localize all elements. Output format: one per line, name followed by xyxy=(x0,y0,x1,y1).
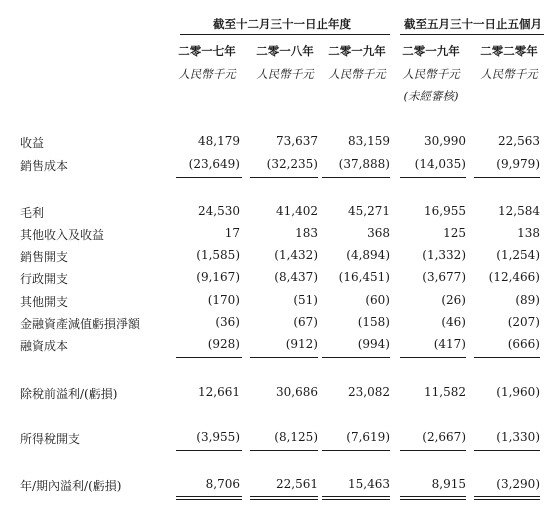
total-double-rule xyxy=(400,499,466,500)
cell: (8,437) xyxy=(274,270,318,284)
cell: 17 xyxy=(224,226,240,240)
cell: 22,563 xyxy=(498,134,540,148)
cell: (89) xyxy=(515,293,540,307)
year-header-2019-5m: 二零一九年 xyxy=(402,44,460,58)
header-annual-rule xyxy=(180,34,390,35)
total-double-rule xyxy=(474,499,540,500)
subtotal-rule xyxy=(250,177,318,178)
cell: 83,159 xyxy=(348,134,390,148)
row-label-gross-profit: 毛利 xyxy=(20,206,45,220)
row-label-other-income: 其他收入及收益 xyxy=(20,228,105,242)
subtotal-rule xyxy=(322,450,390,451)
year-header-2020-5m: 二零二零年 xyxy=(480,44,538,58)
total-double-rule xyxy=(176,499,242,500)
cell: (67) xyxy=(293,315,318,329)
header-five-months: 截至五月三十一日止五個月 xyxy=(404,17,542,31)
year-header-2018: 二零一八年 xyxy=(256,44,314,58)
subtotal-rule xyxy=(400,177,466,178)
subtotal-rule xyxy=(176,357,242,358)
unit-header-1: 人民幣千元 xyxy=(178,67,236,81)
row-label-selling-expenses: 銷售開支 xyxy=(20,250,69,264)
subtotal-rule xyxy=(176,450,242,451)
total-double-rule xyxy=(474,496,540,497)
cell: (23,649) xyxy=(188,157,240,171)
cell: (417) xyxy=(433,337,466,351)
cell: (32,235) xyxy=(266,157,318,171)
cell: 22,561 xyxy=(276,477,318,491)
cell: 24,530 xyxy=(198,204,240,218)
total-double-rule xyxy=(400,496,466,497)
subtotal-rule xyxy=(322,357,390,358)
cell: (26) xyxy=(441,293,466,307)
row-label-profit-for-period: 年/期內溢利/(虧損) xyxy=(20,479,122,493)
row-label-revenue: 收益 xyxy=(20,136,45,150)
row-label-finance-costs: 融資成本 xyxy=(20,339,69,353)
cell: (4,894) xyxy=(346,248,390,262)
cell: (9,979) xyxy=(496,157,540,171)
cell: (1,585) xyxy=(196,248,240,262)
cell: (2,667) xyxy=(422,430,466,444)
cell: 12,661 xyxy=(198,385,240,399)
row-label-impairment: 金融資產減值虧損淨額 xyxy=(20,317,141,331)
header-annual: 截至十二月三十一日止年度 xyxy=(213,17,351,31)
cell: (1,332) xyxy=(422,248,466,262)
year-header-2019: 二零一九年 xyxy=(328,44,386,58)
cell: (1,960) xyxy=(496,385,540,399)
cell: (12,466) xyxy=(488,270,540,284)
subtotal-rule xyxy=(176,177,242,178)
total-double-rule xyxy=(250,496,318,497)
total-double-rule xyxy=(322,496,390,497)
year-header-2017: 二零一七年 xyxy=(178,44,236,58)
row-label-cost-of-sales: 銷售成本 xyxy=(20,159,69,173)
cell: 138 xyxy=(517,226,540,240)
subtotal-rule xyxy=(400,450,466,451)
cell: 183 xyxy=(295,226,318,240)
total-double-rule xyxy=(322,499,390,500)
subtotal-rule xyxy=(474,357,540,358)
cell: 12,584 xyxy=(498,204,540,218)
cell: 48,179 xyxy=(198,134,240,148)
cell: (37,888) xyxy=(338,157,390,171)
cell: (16,451) xyxy=(338,270,390,284)
cell: (912) xyxy=(285,337,318,351)
unit-header-2: 人民幣千元 xyxy=(256,67,314,81)
cell: 16,955 xyxy=(424,204,466,218)
unit-header-4: 人民幣千元 xyxy=(402,67,460,81)
cell: (36) xyxy=(215,315,240,329)
subtotal-rule xyxy=(250,450,318,451)
cell: 11,582 xyxy=(424,385,466,399)
cell: (3,677) xyxy=(422,270,466,284)
total-double-rule xyxy=(250,499,318,500)
cell: (1,254) xyxy=(496,248,540,262)
cell: 41,402 xyxy=(276,204,318,218)
subtotal-rule xyxy=(474,177,540,178)
unit-header-5: 人民幣千元 xyxy=(480,67,538,81)
cell: (3,290) xyxy=(496,477,540,491)
subtotal-rule xyxy=(400,357,466,358)
cell: (9,167) xyxy=(196,270,240,284)
cell: 73,637 xyxy=(276,134,318,148)
total-double-rule xyxy=(176,496,242,497)
cell: 30,686 xyxy=(276,385,318,399)
cell: 45,271 xyxy=(348,204,390,218)
cell: 8,706 xyxy=(205,477,240,491)
cell: 23,082 xyxy=(348,385,390,399)
cell: 125 xyxy=(443,226,466,240)
cell: (666) xyxy=(507,337,540,351)
cell: (170) xyxy=(207,293,240,307)
cell: (1,330) xyxy=(496,430,540,444)
cell: (1,432) xyxy=(274,248,318,262)
cell: (51) xyxy=(293,293,318,307)
cell: 368 xyxy=(367,226,390,240)
cell: (60) xyxy=(365,293,390,307)
cell: (994) xyxy=(357,337,390,351)
header-five-months-rule xyxy=(400,34,544,35)
row-label-admin-expenses: 行政開支 xyxy=(20,272,69,286)
cell: 15,463 xyxy=(348,477,390,491)
subtotal-rule xyxy=(474,450,540,451)
subtotal-rule xyxy=(250,357,318,358)
cell: 8,915 xyxy=(431,477,466,491)
cell: (158) xyxy=(357,315,390,329)
row-label-income-tax: 所得稅開支 xyxy=(20,432,81,446)
cell: (928) xyxy=(207,337,240,351)
cell: (14,035) xyxy=(414,157,466,171)
cell: (7,619) xyxy=(346,430,390,444)
row-label-other-expenses: 其他開支 xyxy=(20,295,69,309)
subtotal-rule xyxy=(322,177,390,178)
cell: (207) xyxy=(507,315,540,329)
unaudited-note: (未經審核) xyxy=(403,89,459,103)
row-label-profit-before-tax: 除稅前溢利/(虧損) xyxy=(20,387,118,401)
cell: (8,125) xyxy=(274,430,318,444)
cell: (46) xyxy=(441,315,466,329)
cell: 30,990 xyxy=(424,134,466,148)
cell: (3,955) xyxy=(196,430,240,444)
unit-header-3: 人民幣千元 xyxy=(328,67,386,81)
